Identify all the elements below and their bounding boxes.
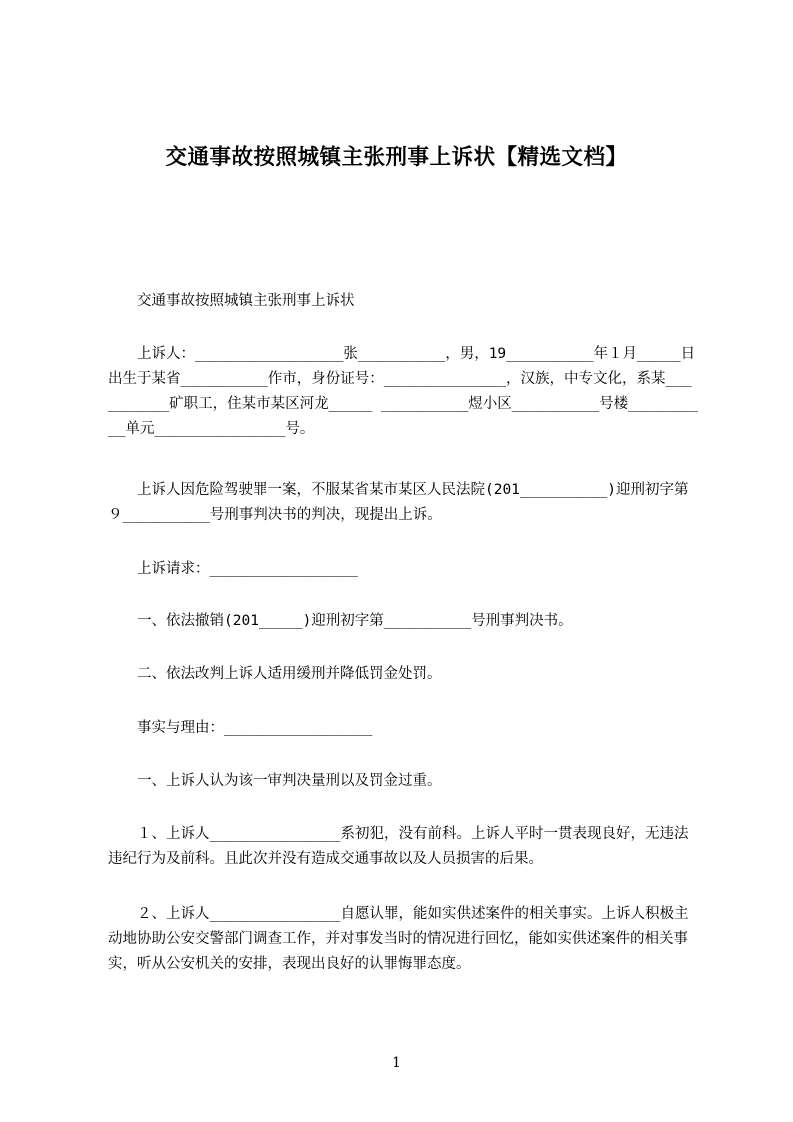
- document-title: 交通事故按照城镇主张刑事上诉状【精选文档】: [165, 145, 628, 170]
- reason-item-1: 一、上诉人认为该一审判决量刑以及罚金过重。: [137, 773, 442, 789]
- reason-point-1: １、上诉人_______________系初犯，没有前科。上诉人平时一贯表现良好，无违法违纪行为及前科。且此次并没有造成交通事故以及人员损害的后果。: [108, 826, 689, 867]
- request-item-1: 一、依法撤销(201_____)迎刑初字第__________号刑事判决书。: [137, 613, 573, 629]
- facts-heading: 事实与理由：_________________: [137, 720, 373, 736]
- requests-heading: 上诉请求：_________________: [137, 561, 358, 577]
- case-intro-paragraph: 上诉人因危险驾驶罪一案，不服某省某市某区人民法院(201__________)迎刑初字第９__________号刑事判决书的判决，现提出上诉。: [108, 482, 689, 523]
- reason-point-2: ２、上诉人_______________自愿认罪，能如实供述案件的相关事实。上诉人积极主动地协助公安交警部门调查工作，并对事发当时的情况进行回忆，能如实供述案件的相关事实，听从公安机关的安排，表现出良好的认罪悔罪态度。: [108, 906, 689, 972]
- page-number: 1: [392, 1055, 401, 1071]
- document-subtitle: 交通事故按照城镇主张刑事上诉状: [137, 293, 355, 309]
- appellant-paragraph: 上诉人：_________________张__________，男，19__________年１月_____日出生于某省__________作市，身份证号：______________，汉族，中专文化，系某__________矿职工，住某市某区河龙_____ __________煜小区__________号楼__________单元_______________号。: [108, 346, 698, 437]
- request-item-2: 二、依法改判上诉人适用缓刑并降低罚金处罚。: [137, 666, 442, 682]
